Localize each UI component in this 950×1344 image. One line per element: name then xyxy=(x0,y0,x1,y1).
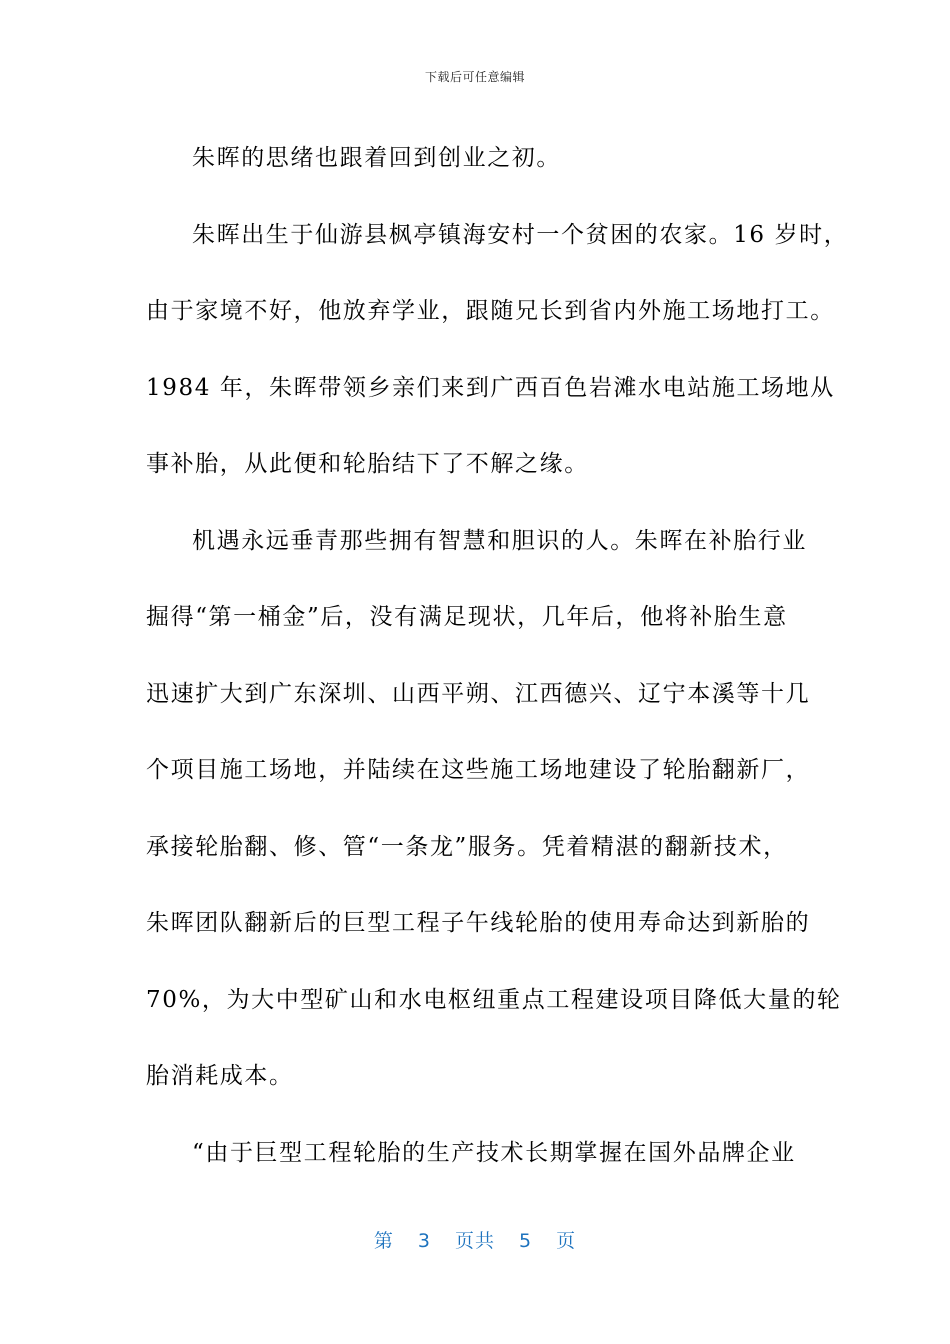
text-line: 个项目施工场地，并陆续在这些施工场地建设了轮胎翻新厂， xyxy=(146,757,811,783)
text-line: 事补胎，从此便和轮胎结下了不解之缘。 xyxy=(146,451,589,477)
text-line: 掘得“第一桶金”后，没有满足现状，几年后，他将补胎生意 xyxy=(146,604,788,630)
current-page-number: 3 xyxy=(417,1230,431,1252)
document-body xyxy=(146,120,849,1191)
paragraph-2 xyxy=(146,197,849,503)
paragraph-4 xyxy=(146,1115,806,1192)
text-line: 70%，为大中型矿山和水电枢纽重点工程建设项目降低大量的轮 xyxy=(146,986,842,1013)
text-line: 迅速扩大到广东深圳、山西平朔、江西德兴、辽宁本溪等十几 xyxy=(146,680,811,707)
page-label-suffix: 页 xyxy=(556,1230,577,1252)
text-line: “由于巨型工程轮胎的生产技术长期掌握在国外品牌企业 xyxy=(192,1139,796,1166)
text-line: 朱晖出生于仙游县枫亭镇海安村一个贫困的农家。16 岁时， xyxy=(192,221,849,248)
header-note: 下载后可任意编辑 xyxy=(424,70,525,84)
total-page-number: 5 xyxy=(519,1230,533,1252)
page-number-footer xyxy=(0,1226,950,1253)
paragraph-3 xyxy=(146,503,842,1115)
page-label-prefix: 第 xyxy=(373,1230,394,1252)
text-line: 由于家境不好，他放弃学业，跟随兄长到省内外施工场地打工。 xyxy=(146,298,835,324)
page-label-middle: 页共 xyxy=(454,1230,495,1252)
text-line: 1984 年，朱晖带领乡亲们来到广西百色岩滩水电站施工场地从 xyxy=(146,374,835,401)
text-line: 机遇永远垂青那些拥有智慧和胆识的人。朱晖在补胎行业 xyxy=(192,527,807,554)
paragraph-1 xyxy=(146,120,806,197)
text-line: 朱晖的思绪也跟着回到创业之初。 xyxy=(192,145,561,171)
text-line: 承接轮胎翻、修、管“一条龙”服务。凭着精湛的翻新技术， xyxy=(146,833,788,860)
text-line: 胎消耗成本。 xyxy=(146,1063,294,1089)
text-line: 朱晖团队翻新后的巨型工程子午线轮胎的使用寿命达到新胎的 xyxy=(146,910,811,936)
